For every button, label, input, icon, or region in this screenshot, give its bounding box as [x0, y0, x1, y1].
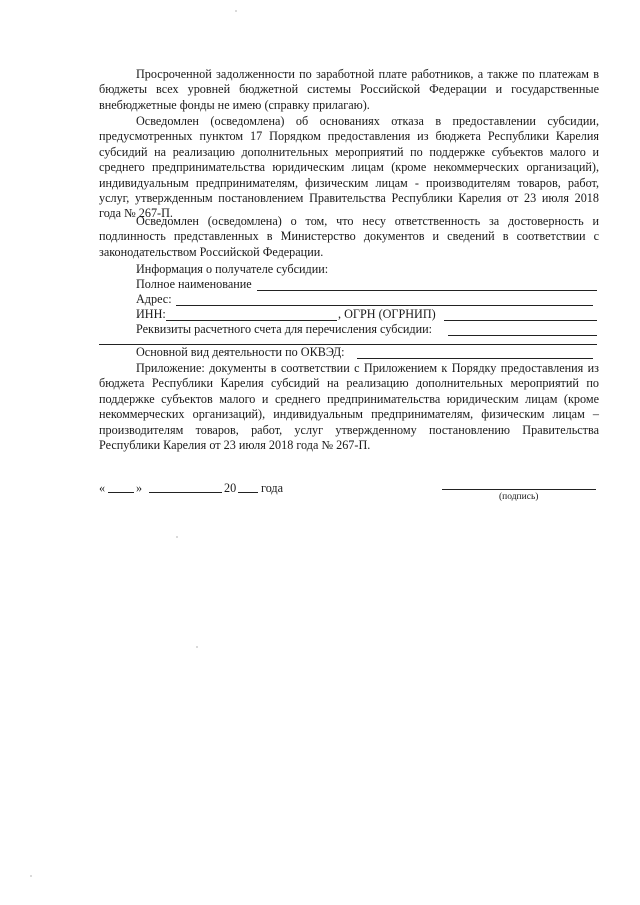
- paragraph-responsibility: Осведомлен (осведомлена) о том, что несу ответственность за достоверность и подлинность представленных в Министерство документов и сведений в соответствии с законодательством Российской Федерации.: [99, 214, 599, 259]
- scan-speck: [196, 646, 198, 648]
- paragraph-refusal-grounds: Осведомлен (осведомлена) об основаниях отказа в предоставлении субсидии, предусмотренных пунктом 17 Порядком предоставления из бюджета Республики Карелия субсидий на реализацию дополнительных мероприятий по поддержке субъектов малого и среднего предпринимательства юридическим лицам (кроме некоммерческих организаций), индивидуальным предпринимателям, физическим лицам - производителям товаров, работ, услуг, утвержденным постановлением Правительства Республики Карелия от 23 июля 2018 года № 267-П.: [99, 114, 599, 221]
- ogrn-field: [444, 320, 597, 321]
- date-day-close-quote: »: [136, 481, 143, 495]
- date-day-open-quote: «: [99, 481, 106, 495]
- bank-details-label: Реквизиты расчетного счета для перечисления субсидии:: [136, 322, 433, 336]
- date-year-suffix: года: [261, 481, 284, 495]
- attachment-paragraph: Приложение: документы в соответствии с Приложением к Порядку предоставления из бюджета Республики Карелия субсидий на реализацию дополнительных мероприятий по поддержке субъектов малого и среднего предпринимательства юридическим лицам (кроме некоммерческих организаций), индивидуальным предпринимателям, физическим лицам – производителям товаров, работ, услуг утвержденному постановлению Правительства Республики Карелия от 23 июля 2018 года № 267-П.: [99, 361, 599, 453]
- address-label: Адрес:: [136, 292, 172, 306]
- address-field: [176, 305, 593, 306]
- scan-speck: [235, 10, 237, 12]
- date-day-field: [108, 492, 134, 493]
- date-year-prefix: 20: [224, 481, 237, 495]
- bank-details-field: [448, 335, 597, 336]
- date-year-field: [238, 492, 258, 493]
- paragraph-arrears: Просроченной задолженности по заработной плате работников, а также по платежам в бюджеты всех уровней бюджетной системы Российской Федерации и государственные внебюджетные фонды не имею (справку прилагаю).: [99, 67, 599, 112]
- full-name-label: Полное наименование: [136, 277, 252, 291]
- inn-label: ИНН:: [136, 307, 166, 321]
- okved-label: Основной вид деятельности по ОКВЭД:: [136, 345, 345, 359]
- inn-field: [166, 320, 337, 321]
- recipient-info-label: Информация о получателе субсидии:: [136, 262, 329, 276]
- full-name-field: [257, 290, 597, 291]
- okved-field: [357, 358, 593, 359]
- signature-caption: (подпись): [499, 492, 539, 502]
- ogrn-label: , ОГРН (ОГРНИП): [338, 307, 436, 321]
- scan-speck: [30, 875, 32, 877]
- date-month-field: [149, 492, 222, 493]
- scan-speck: [176, 536, 178, 538]
